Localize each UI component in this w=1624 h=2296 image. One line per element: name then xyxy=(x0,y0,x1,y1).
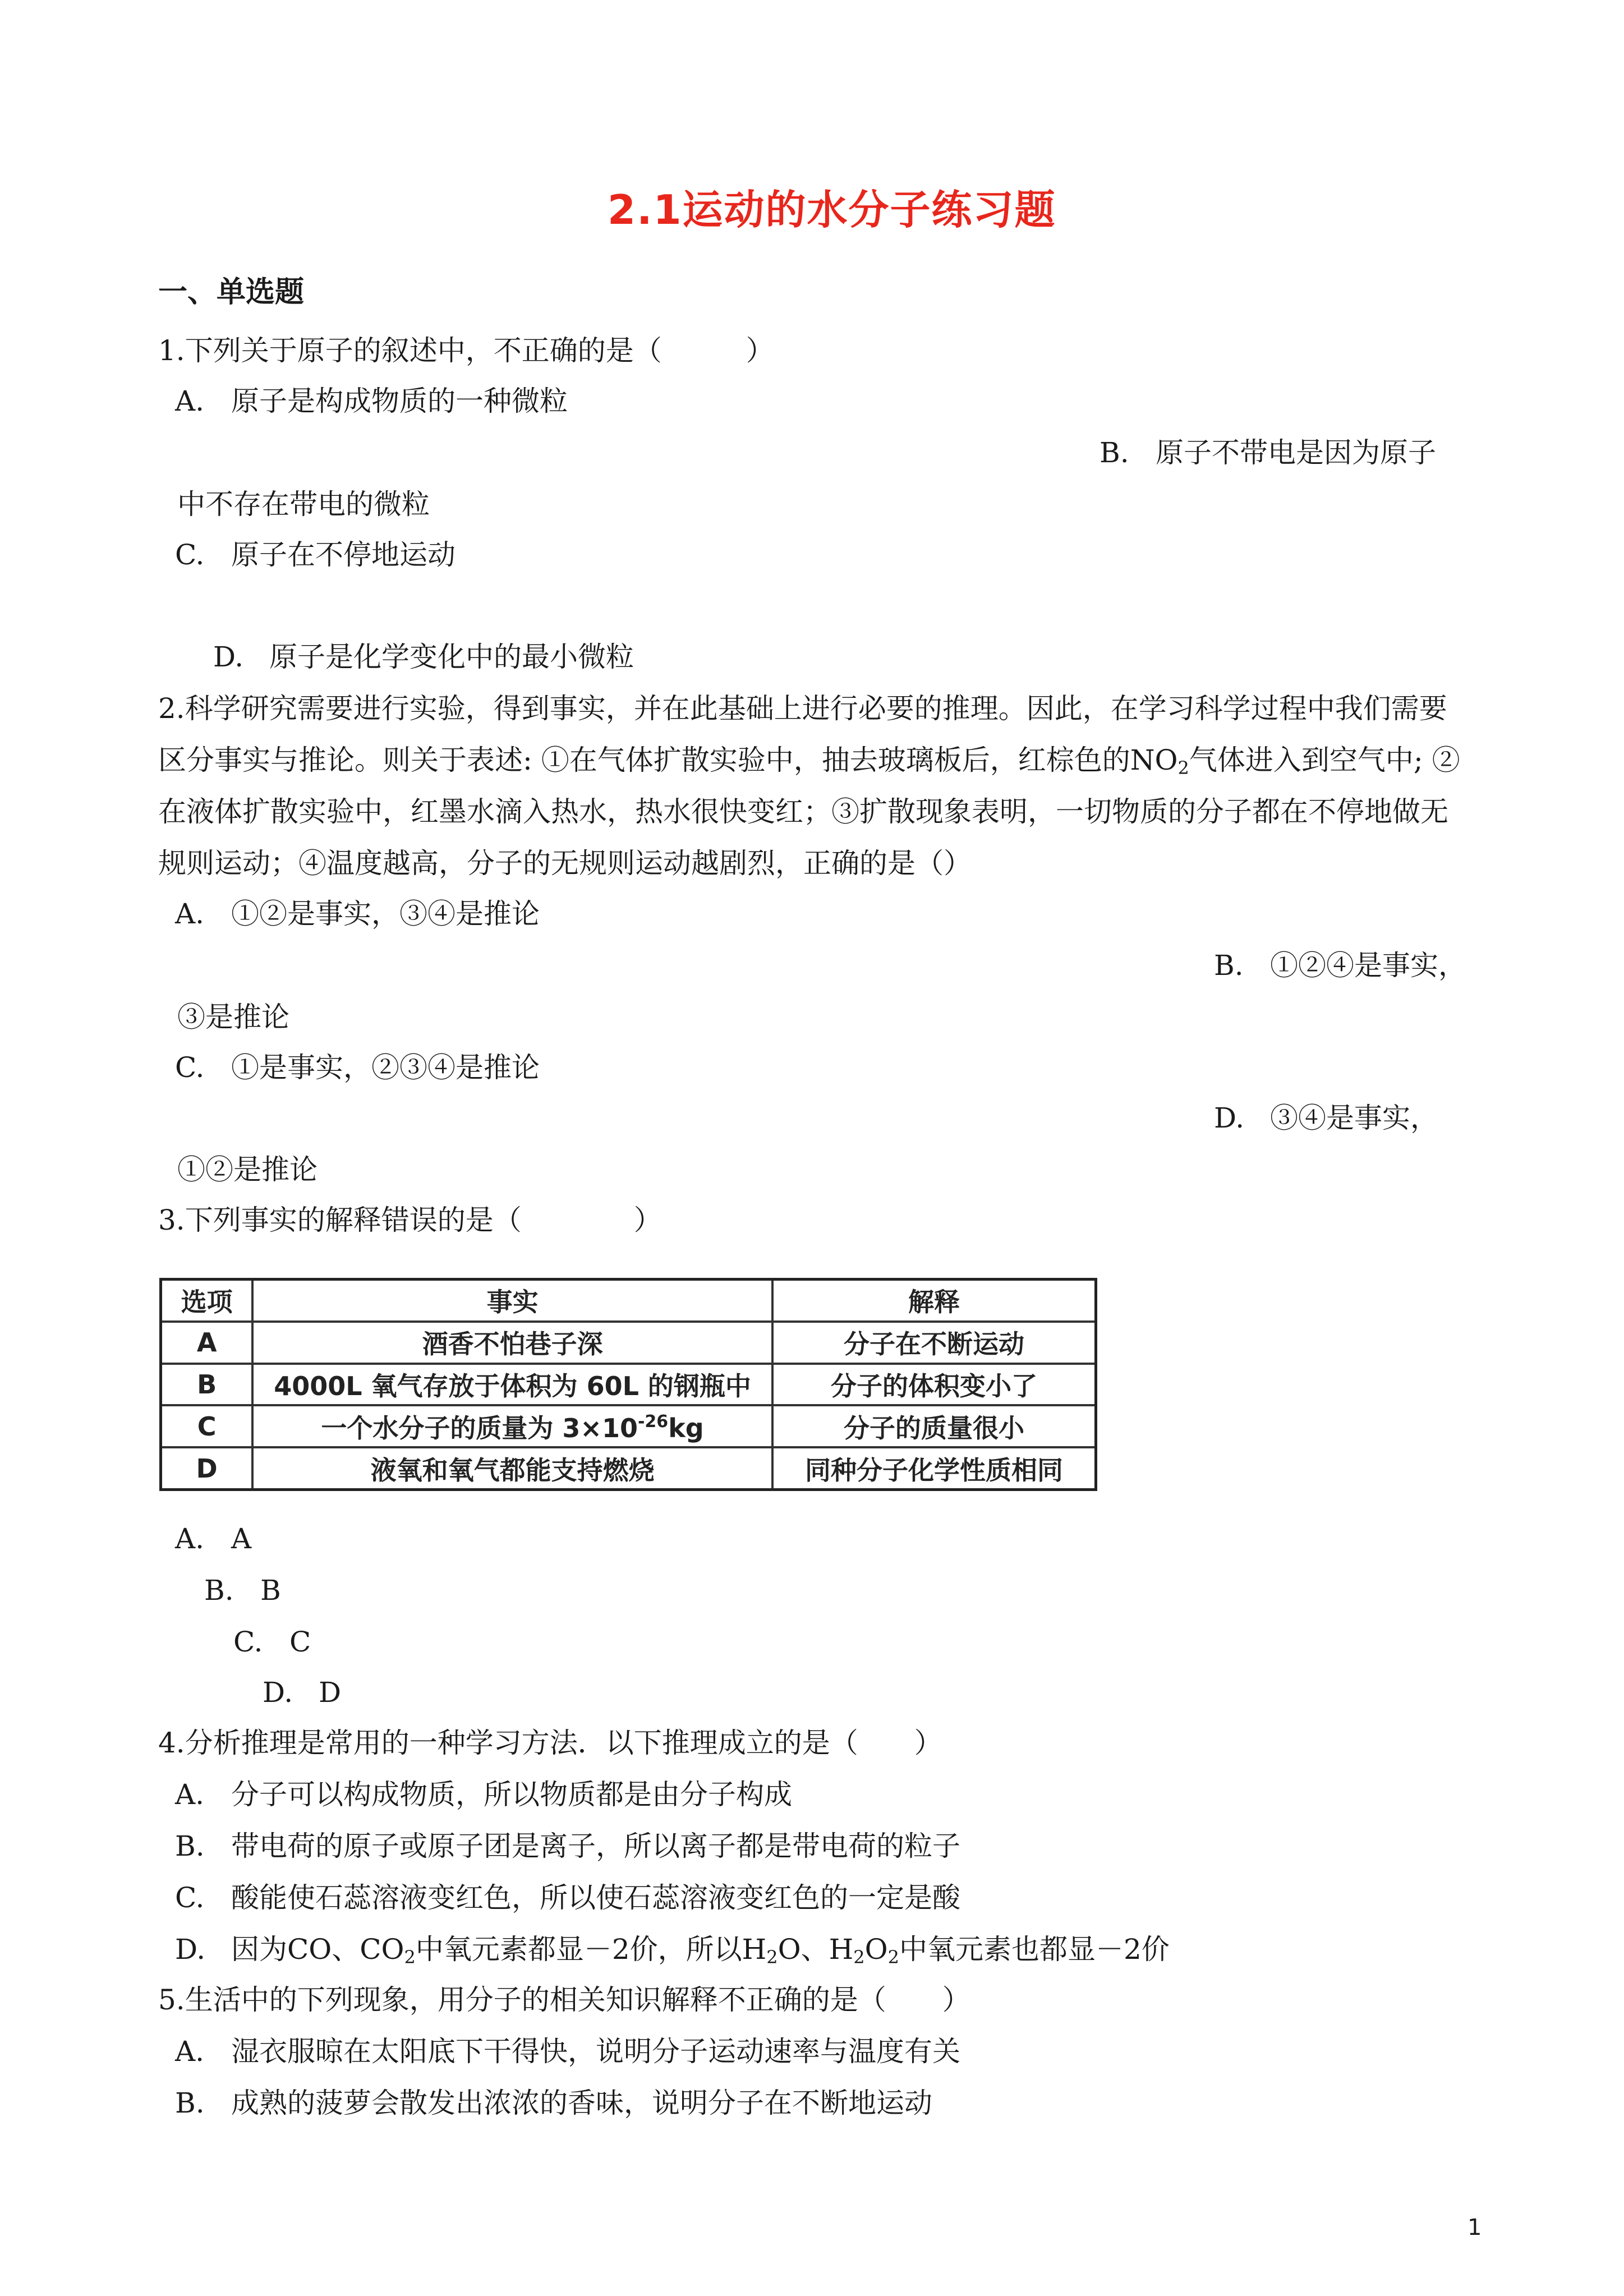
facts-table xyxy=(159,1278,1097,1491)
subscript: 2 xyxy=(766,1947,778,1968)
option-text: 原子是构成物质的一种微粒 xyxy=(231,385,568,417)
option-letter: B. xyxy=(1214,949,1244,982)
table-header-cell: 解释 xyxy=(772,1280,1096,1322)
q1-option-d xyxy=(213,643,634,671)
q2-option-d-continued: ①②是推论 xyxy=(177,1153,318,1186)
question-3-stem: 3.下列事实的解释错误的是（ ） xyxy=(158,1204,662,1236)
table-cell-option: D xyxy=(161,1447,253,1489)
option-text: ③④是事实， xyxy=(1270,1102,1438,1134)
q3-option-a xyxy=(175,1522,252,1555)
table-cell-option: B xyxy=(161,1364,253,1406)
option-text: 湿衣服晾在太阳底下干得快，说明分子运动速率与温度有关 xyxy=(231,2035,960,2068)
q1-option-b xyxy=(1099,436,1436,469)
q2-option-c xyxy=(175,1053,540,1082)
q4-option-a xyxy=(175,1780,792,1809)
option-letter: D. xyxy=(263,1676,293,1709)
option-text: 分子可以构成物质，所以物质都是由分子构成 xyxy=(231,1778,792,1811)
page-title: 2.1运动的水分子练习题 xyxy=(608,186,1056,233)
option-text: D xyxy=(319,1676,342,1709)
table-row xyxy=(161,1405,1096,1447)
q3-option-c xyxy=(233,1628,311,1656)
table-row xyxy=(161,1364,1096,1406)
option-text: B xyxy=(260,1574,281,1607)
question-2-line-2 xyxy=(158,744,1460,779)
q2-option-d xyxy=(1214,1104,1438,1132)
option-text: ①②④是事实， xyxy=(1270,949,1466,982)
option-text: 因为CO、CO xyxy=(231,1933,404,1966)
q1-option-c xyxy=(175,541,456,569)
option-text: 酸能使石蕊溶液变红色，所以使石蕊溶液变红色的一定是酸 xyxy=(231,1881,960,1914)
option-letter: C. xyxy=(175,1881,205,1914)
option-text: A xyxy=(231,1522,252,1555)
q1-option-b-continued: 中不存在带电的微粒 xyxy=(177,488,430,521)
table-header-cell: 选项 xyxy=(161,1280,253,1322)
question-2-line-3: 在液体扩散实验中，红墨水滴入热水，热水很快变红；③扩散现象表明，一切物质的分子都在不停地做无 xyxy=(158,795,1448,828)
option-letter: D. xyxy=(1214,1102,1245,1134)
option-letter: A. xyxy=(175,1778,205,1811)
table-cell-fact: 液氧和氧气都能支持燃烧 xyxy=(252,1447,772,1489)
option-text: 带电荷的原子或原子团是离子，所以离子都是带电荷的粒子 xyxy=(231,1830,960,1862)
question-1-stem: 1.下列关于原子的叙述中，不正确的是（ ） xyxy=(158,334,774,367)
option-text: ①是事实，②③④是推论 xyxy=(231,1051,540,1084)
option-letter: B. xyxy=(204,1574,234,1607)
option-letter: B. xyxy=(175,1830,205,1862)
fact-unit: kg xyxy=(668,1412,704,1443)
option-letter: C. xyxy=(233,1626,263,1658)
q2-option-b-continued: ③是推论 xyxy=(177,1001,289,1033)
subscript: 2 xyxy=(1177,757,1189,779)
q4-option-b xyxy=(175,1832,960,1860)
question-5-stem: 5.生活中的下列现象，用分子的相关知识解释不正确的是（ ） xyxy=(158,1984,970,2016)
option-letter: A. xyxy=(175,385,205,417)
option-text: O xyxy=(864,1933,888,1966)
table-cell-explain: 分子的体积变小了 xyxy=(772,1364,1096,1406)
option-text: 中氧元素也都显－2价 xyxy=(899,1933,1170,1966)
q5-option-b xyxy=(175,2089,932,2117)
question-2-line-1: 2.科学研究需要进行实验，得到事实，并在此基础上进行必要的推理。因此，在学习科学过程中我们需要 xyxy=(158,692,1447,725)
table-cell-option: A xyxy=(161,1322,253,1364)
option-text: C xyxy=(289,1626,311,1658)
table-cell-fact: 4000L 氧气存放于体积为 60L 的钢瓶中 xyxy=(252,1364,772,1406)
table-row xyxy=(161,1447,1096,1489)
option-letter: A. xyxy=(175,2035,205,2068)
option-text: 原子不带电是因为原子 xyxy=(1156,436,1436,469)
option-letter: B. xyxy=(1099,436,1129,469)
table-row xyxy=(161,1322,1096,1364)
q2-option-a xyxy=(175,900,540,928)
option-letter: C. xyxy=(175,539,205,571)
q3-option-d xyxy=(263,1676,342,1709)
option-text: 原子是化学变化中的最小微粒 xyxy=(269,641,634,673)
question-2-line-4: 规则运动；④温度越高，分子的无规则运动越剧烈，正确的是（） xyxy=(158,847,972,880)
option-text: 成熟的菠萝会散发出浓浓的香味，说明分子在不断地运动 xyxy=(231,2087,932,2119)
q1-option-a xyxy=(175,387,568,415)
option-text: 中氧元素都显－2价，所以H xyxy=(415,1933,767,1966)
question-4-stem: 4.分析推理是常用的一种学习方法．以下推理成立的是（ ） xyxy=(158,1727,942,1759)
table-cell-explain: 分子在不断运动 xyxy=(772,1322,1096,1364)
option-letter: C. xyxy=(175,1051,205,1084)
option-text: 原子在不停地运动 xyxy=(231,539,456,571)
q4-option-c xyxy=(175,1881,960,1914)
q4-option-d xyxy=(175,1933,1170,1968)
q5-option-a xyxy=(175,2035,960,2068)
q2-option-b xyxy=(1214,949,1466,982)
option-text: ①②是事实，③④是推论 xyxy=(231,898,540,930)
table-cell-explain: 分子的质量很小 xyxy=(772,1405,1096,1447)
option-letter: D. xyxy=(213,641,244,673)
superscript: -26 xyxy=(637,1411,669,1432)
option-letter: A. xyxy=(175,1522,205,1555)
q2-line-2-text-end: 气体进入到空气中; ② xyxy=(1189,744,1460,776)
table-cell-option: C xyxy=(161,1405,253,1447)
q3-option-b xyxy=(204,1574,281,1607)
q2-line-2-text: 区分事实与推论。则关于表述: ①在气体扩散实验中，抽去玻璃板后，红棕色的NO xyxy=(158,744,1178,776)
table-cell-fact xyxy=(252,1405,772,1447)
subscript: 2 xyxy=(853,1947,865,1968)
table-cell-fact: 酒香不怕巷子深 xyxy=(252,1322,772,1364)
section-heading: 一、单选题 xyxy=(158,275,305,309)
table-cell-explain: 同种分子化学性质相同 xyxy=(772,1447,1096,1489)
subscript: 2 xyxy=(887,1947,899,1968)
fact-text: 一个水分子的质量为 3×10 xyxy=(321,1412,638,1443)
page-number: 1 xyxy=(1467,2215,1482,2240)
table-header-row xyxy=(161,1280,1096,1322)
option-letter: D. xyxy=(175,1933,206,1966)
table-header-cell: 事实 xyxy=(252,1280,772,1322)
subscript: 2 xyxy=(404,1947,416,1968)
option-letter: A. xyxy=(175,898,205,930)
option-text: O、H xyxy=(778,1933,854,1966)
option-letter: B. xyxy=(175,2087,205,2119)
